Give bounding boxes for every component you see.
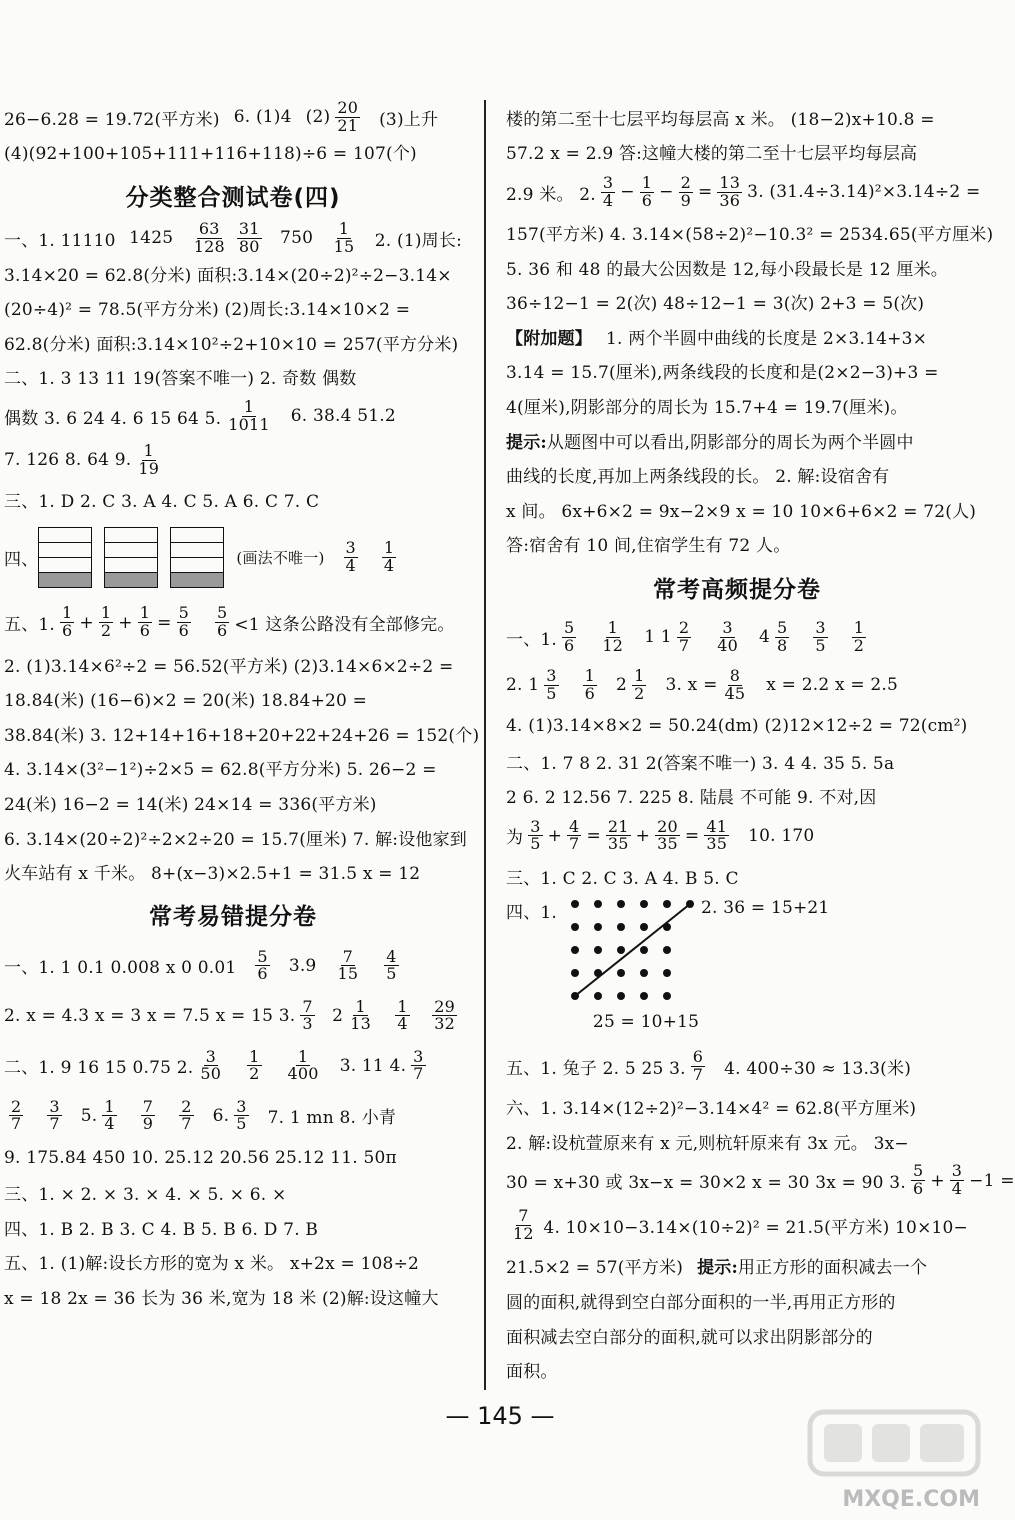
fraction: $\frac{1}{2}$ — [853, 617, 865, 655]
answer-line: (4)(92+100+105+111+116+118)÷6 = 107(个) — [4, 144, 417, 165]
answer-line: $\frac{2}{7}$ $\frac{3}{7}$ 5. $\frac{1}{4}$ $\frac{7}{9}$ $\frac{2}{7}$ 6. $\frac{3}{5}$ 7. 1 mn 8. 小青 — [11, 1096, 397, 1134]
fraction: $\frac{1}{4}$ — [397, 996, 408, 1034]
fraction: $\frac{41}{35}$ — [706, 816, 728, 854]
answer-line: 4. 3.14×(3²−1²)÷2×5 = 62.8(平方分米) 5. 26−2 = — [4, 760, 437, 781]
rectangle-figure — [170, 527, 224, 588]
section-title: 分类整合测试卷(四) — [125, 184, 341, 211]
answer-line: 提示: 从题图中可以看出,阴影部分的周长为两个半圆中 — [506, 423, 968, 458]
fraction: $\frac{1}{6}$ — [584, 665, 596, 703]
answer-line: 21.5×2 = 57(平方米) 提示: 用正方形的面积减去一个 — [506, 1249, 968, 1284]
answer-line: 曲线的长度,再加上两条线段的长。 2. 解:设宿舍有 — [506, 467, 890, 488]
fraction: $\frac{3}{50}$ — [200, 1046, 222, 1084]
fraction: $\frac{5}{6}$ — [216, 603, 228, 641]
answer-line: $\frac{7}{12}$ 4. 10×10−3.14×(10÷2)² = 21.5(平方米) 10×10− — [513, 1206, 968, 1244]
fraction: $\frac{1}{13}$ — [350, 996, 371, 1034]
fraction: $\frac{4}{5}$ — [386, 946, 397, 984]
answer-line: 一、1. $\frac{5}{6}$ $\frac{1}{12}$ 1 1 $\frac{2}{7}$ $\frac{3}{40}$ 4 $\frac{5}{8}$ $\frac{3}{5}$ $\frac{1}{2}$ — [506, 617, 865, 655]
fraction: $\frac{1}{4}$ — [104, 1096, 115, 1134]
fraction: $\frac{8}{45}$ — [724, 665, 746, 703]
answer-line: 四、1. B 2. B 3. C 4. B 5. B 6. D 7. B — [4, 1219, 319, 1240]
answer-line: 2. 1 $\frac{3}{5}$ $\frac{1}{6}$ 2 $\frac{1}{2}$ 3. x = $\frac{8}{45}$ x = 2.2 x = 2.5 — [506, 665, 899, 703]
answer-line: 楼的第二至十七层平均每层高 x 米。 (18−2)x+10.8 = — [506, 109, 935, 130]
fraction: $\frac{1}{6}$ — [62, 603, 73, 641]
fraction: $\frac{2}{7}$ — [181, 1096, 192, 1134]
fraction: $\frac{2}{9}$ — [680, 172, 691, 210]
fraction: $\frac{20}{35}$ — [657, 816, 678, 854]
fraction: $\frac{2}{7}$ — [678, 617, 690, 655]
figure-caption: 25 = 10+15 — [592, 1011, 700, 1032]
fraction: $\frac{1}{2}$ — [100, 603, 112, 641]
answer-line: 3.14 = 15.7(厘米),两条线段的长度和是(2×2−3)+3 = — [506, 363, 939, 384]
answer-line: 【附加题】 1. 两个半圆中曲线的长度是 2×3.14+3× — [506, 319, 968, 354]
answer-line: 三、1. C 2. C 3. A 4. B 5. C — [506, 868, 739, 889]
fraction: $\frac{7}{15}$ — [337, 946, 359, 984]
answer-line: 62.8(分米) 面积:3.14×10²÷2+10×10 = 257(平方分米) — [4, 334, 459, 355]
answer-line: 38.84(米) 3. 12+14+16+18+20+22+24+26 = 152(个) — [4, 725, 480, 746]
answer-line: 四、 (画法不唯一) $\frac{3}{4}$ $\frac{1}{4}$ — [4, 517, 462, 599]
answer-line: 面积减去空白部分的面积,就可以求出阴影部分的 — [506, 1327, 873, 1348]
answer-line: 157(平方米) 4. 3.14×(58÷2)²−10.3² = 2534.65(平方厘米) — [506, 224, 994, 245]
fraction: $\frac{1}{15}$ — [333, 219, 355, 256]
fraction: $\frac{3}{5}$ — [546, 665, 557, 703]
fraction: $\frac{1}{400}$ — [287, 1046, 319, 1084]
fraction: $\frac{7}{3}$ — [302, 996, 313, 1034]
fraction: $\frac{2}{7}$ — [11, 1096, 22, 1134]
answer-line: 2. (1)3.14×6²÷2 = 56.52(平方米) (2)3.14×6×2÷2 = — [4, 656, 454, 677]
answer-line: 火车站有 x 千米。 8+(x−3)×2.5+1 = 31.5 x = 12 — [4, 864, 421, 885]
column-divider — [484, 100, 486, 1390]
rectangle-figure — [38, 527, 92, 588]
left-column — [4, 98, 480, 1314]
answer-line: 四、1. 25 = 10+15 2. 36 = 15+21 — [506, 894, 968, 1044]
fraction: $\frac{1}{4}$ — [383, 538, 395, 576]
fraction: $\frac{63}{128}$ — [193, 219, 225, 256]
answer-line: 五、1. (1)解:设长方形的宽为 x 米。 x+2x = 108÷2 — [4, 1254, 420, 1275]
fraction: $\frac{1}{2}$ — [249, 1046, 260, 1084]
answer-line: 一、1. 11110 1425 $\frac{63}{128}$ $\frac{31}{80}$ 750 $\frac{1}{15}$ 2. (1)周长: — [4, 219, 463, 256]
answer-line: 57.2 x = 2.9 答:这幢大楼的第二至十七层平均每层高 — [506, 144, 918, 165]
fraction: $\frac{3}{4}$ — [602, 172, 614, 210]
answer-line: x 间。 6x+6×2 = 9x−2×9 x = 10 10×6+6×2 = 72(人) — [506, 501, 977, 522]
fraction: $\frac{1}{12}$ — [602, 617, 624, 655]
answer-line: 9. 175.84 450 10. 25.12 20.56 25.12 11. 50π — [4, 1148, 397, 1169]
fraction: $\frac{3}{40}$ — [717, 617, 738, 655]
fraction: $\frac{5}{6}$ — [178, 603, 189, 641]
fraction: $\frac{1}{2}$ — [634, 665, 645, 703]
answer-line: 五、1. $\frac{1}{6}$ + $\frac{1}{2}$ + $\frac{1}{6}$ = $\frac{5}{6}$ $\frac{5}{6}$ <1 这条公路没有全部修完。 — [4, 603, 455, 641]
right-column — [506, 100, 1015, 1387]
answer-line: 4. (1)3.14×8×2 = 50.24(dm) (2)12×12÷2 = 72(cm²) — [506, 716, 968, 737]
answer-line: 二、1. 7 8 2. 31 2(答案不唯一) 3. 4 4. 35 5. 5a — [506, 753, 895, 774]
fraction: $\frac{3}{7}$ — [413, 1046, 424, 1084]
fraction: $\frac{29}{32}$ — [434, 996, 455, 1034]
fraction: $\frac{1}{1011}$ — [228, 396, 270, 434]
fraction: $\frac{13}{36}$ — [719, 172, 741, 210]
fraction: $\frac{5}{6}$ — [564, 617, 575, 655]
answer-line: 18.84(米) (16−6)×2 = 20(米) 18.84+20 = — [4, 691, 368, 712]
answer-line: 答:宿舍有 10 间,住宿学生有 72 人。 — [506, 536, 791, 557]
fraction: $\frac{3}{4}$ — [345, 538, 356, 576]
fraction: $\frac{20}{21}$ — [337, 98, 359, 135]
fraction: $\frac{5}{6}$ — [257, 946, 268, 984]
answer-line: 三、1. × 2. × 3. × 4. × 5. × 6. × — [4, 1185, 287, 1206]
answer-line: 3.14×20 = 62.8(分米) 面积:3.14×(20÷2)²÷2−3.14× — [4, 265, 452, 286]
answer-line: 36÷12−1 = 2(次) 48÷12−1 = 3(次) 2+3 = 5(次) — [506, 294, 925, 315]
fraction: $\frac{5}{6}$ — [912, 1161, 924, 1199]
bonus-tag: 【附加题】 — [506, 328, 592, 349]
answer-line: 6. 3.14×(20÷2)²÷2×2÷20 = 15.7(厘米) 7. 解:设他家到 — [4, 829, 468, 850]
answer-line: 26−6.28 = 19.72(平方米) 6. (1)4 (2) $\frac{20}{21}$ (3)上升 — [4, 98, 439, 135]
answer-line: 偶数 3. 6 24 4. 6 15 64 5. $\frac{1}{1011}$ 6. 38.4 51.2 — [4, 396, 396, 434]
answer-line: (20÷4)² = 78.5(平方分米) (2)周长:3.14×10×2 = — [4, 300, 411, 321]
answer-line: 为 $\frac{3}{5}$ + $\frac{4}{7}$ = $\frac{21}{35}$ + $\frac{20}{35}$ = $\frac{41}{35}$ 10. 170 — [506, 816, 815, 854]
section-title: 常考易错提分卷 — [149, 904, 317, 931]
fraction: $\frac{1}{6}$ — [641, 172, 653, 210]
fraction: $\frac{21}{35}$ — [607, 816, 629, 854]
fraction: $\frac{5}{8}$ — [777, 617, 788, 655]
watermark-text: MXQE.COM — [842, 1487, 980, 1512]
fraction: $\frac{6}{7}$ — [692, 1047, 704, 1084]
page-number: — 145 — — [445, 1402, 555, 1430]
section-title: 常考高频提分卷 — [653, 576, 821, 603]
fraction: $\frac{1}{19}$ — [138, 440, 160, 478]
fraction: $\frac{4}{7}$ — [569, 816, 580, 854]
rectangle-figure — [104, 527, 158, 588]
answer-line: 面积。 — [506, 1362, 558, 1383]
answer-line: 2. x = 4.3 x = 3 x = 7.5 x = 15 3. $\frac{7}{3}$ 2 $\frac{1}{13}$ $\frac{1}{4}$ $\frac{29}{32}$ — [4, 996, 455, 1034]
hint-tag: 提示: — [506, 432, 547, 453]
answer-line: 24(米) 16−2 = 14(米) 24×14 = 336(平方米) — [4, 794, 377, 815]
answer-line: x = 18 2x = 36 长为 36 米,宽为 18 米 (2)解:设这幢大 — [4, 1289, 439, 1310]
answer-line: 30 = x+30 或 3x−x = 30×2 x = 30 3x = 90 3. $\frac{5}{6}$ + $\frac{3}{4}$ −1 = — [506, 1161, 1015, 1199]
fraction: $\frac{31}{80}$ — [238, 219, 260, 256]
fraction: $\frac{3}{4}$ — [951, 1161, 963, 1199]
answer-line: 2.9 米。 2. $\frac{3}{4}$ − $\frac{1}{6}$ − $\frac{2}{9}$ = $\frac{13}{36}$ 3. (31.4÷3.14)²×3.14÷2 = — [506, 172, 981, 210]
hint-tag: 提示: — [697, 1258, 738, 1279]
fraction: $\frac{3}{7}$ — [49, 1096, 60, 1134]
answer-line: 4(厘米),阴影部分的周长为 15.7+4 = 19.7(厘米)。 — [506, 397, 908, 418]
answer-line: 5. 36 和 48 的最大公因数是 12,每小段最长是 12 厘米。 — [506, 259, 948, 280]
answer-line: 圆的面积,就得到空白部分面积的一半,再用正方形的 — [506, 1293, 896, 1314]
answer-line: 二、1. 3 13 11 19(答案不唯一) 2. 奇数 偶数 — [4, 369, 357, 390]
answer-line: 二、1. 9 16 15 0.75 2. $\frac{3}{50}$ $\frac{1}{2}$ $\frac{1}{400}$ 3. 11 4. $\frac{3}{7}$ — [4, 1046, 424, 1084]
fraction: $\frac{7}{12}$ — [513, 1206, 534, 1244]
fraction: $\frac{3}{5}$ — [530, 816, 541, 854]
fraction: $\frac{7}{9}$ — [142, 1096, 154, 1134]
fraction: $\frac{3}{5}$ — [236, 1096, 247, 1134]
answer-line: 三、1. D 2. C 3. A 4. C 5. A 6. C 7. C — [4, 491, 320, 512]
fraction: $\frac{3}{5}$ — [815, 617, 826, 655]
fraction: $\frac{1}{6}$ — [139, 603, 151, 641]
answer-line: 五、1. 兔子 2. 5 25 3. $\frac{6}{7}$ 4. 400÷30 ≈ 13.3(米) — [506, 1047, 912, 1084]
answer-line: 2 6. 2 12.56 7. 225 8. 陆晨 不可能 9. 不对,因 — [506, 788, 877, 809]
answer-line: 一、1. 1 0.1 0.008 x 0 0.01 $\frac{5}{6}$ 3.9 $\frac{7}{15}$ $\frac{4}{5}$ — [4, 946, 397, 984]
answer-line: 六、1. 3.14×(12÷2)²−3.14×4² = 62.8(平方厘米) — [506, 1099, 917, 1120]
answer-line: 7. 126 8. 64 9. $\frac{1}{19}$ — [4, 440, 160, 478]
shaded-rectangles-figure — [38, 527, 236, 588]
answer-line: 2. 解:设杭萱原来有 x 元,则杭轩原来有 3x 元。 3x− — [506, 1133, 909, 1154]
diagonal-line — [575, 904, 690, 996]
